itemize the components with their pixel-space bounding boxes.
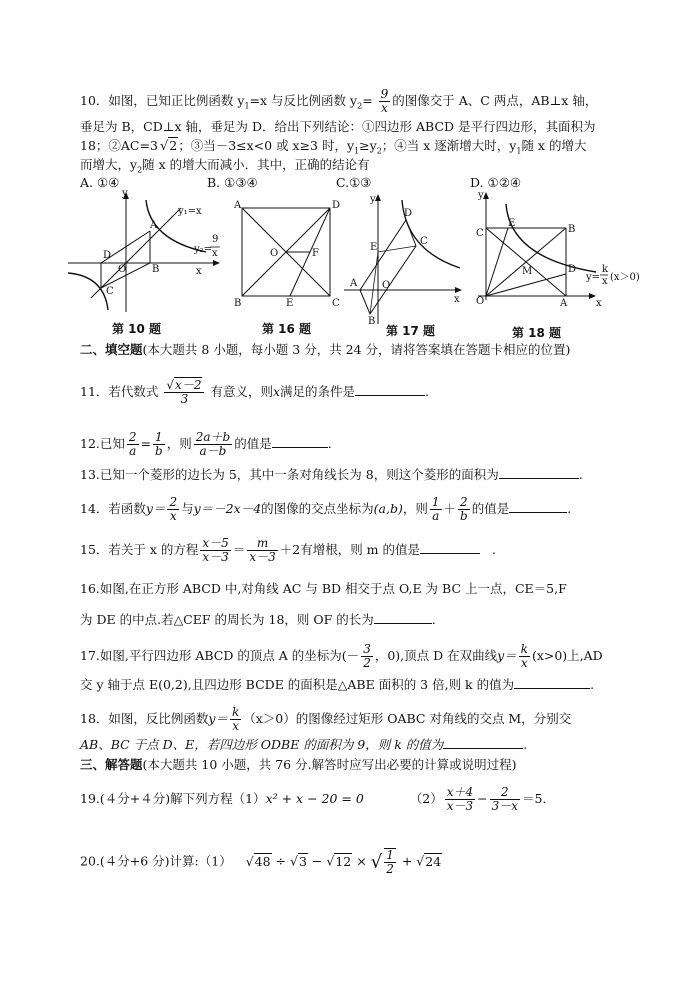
text: ，则 <box>166 436 192 451</box>
section-desc: (本大题共 8 小题，每小题 3 分，共 24 分，请将答案填在答题卡相应的位置) <box>142 342 571 357</box>
text: . <box>327 436 332 451</box>
den: 2 <box>363 656 371 670</box>
label-y: y <box>122 190 128 199</box>
q10-text: 随 x 的增大而减小．其中，正确的结论有 <box>142 157 370 172</box>
text: AB、BC 于点 D、E，若四边形 ODBE 的面积为 9，则 k 的值为 <box>80 737 444 752</box>
label-y2: y₂= <box>194 244 213 255</box>
text: 17.如图,平行四边形 ABCD 的顶点 A 的坐标为(－ <box>80 648 360 663</box>
figure-18 <box>470 188 650 318</box>
op: × <box>356 853 367 869</box>
var: x <box>272 384 281 399</box>
text: 13.已知一个菱形的边长为 5，其中一条对角线长为 8，则这个菱形的面积为 <box>80 467 499 482</box>
section-desc: (本大题共 10 小题，共 76 分.解答时应写出必要的计算或说明过程) <box>142 757 517 772</box>
caption-17: 第 17 题 <box>386 324 436 338</box>
num: 1 <box>431 495 440 509</box>
section-3-header <box>80 757 516 773</box>
radicand: 3 <box>298 853 307 869</box>
q10-text: 随 x 的增大 <box>521 138 587 153</box>
answer-blank[interactable] <box>514 676 590 689</box>
answer-blank[interactable] <box>509 500 567 513</box>
num: k <box>231 705 240 719</box>
y-arrow <box>483 192 489 199</box>
num: m <box>247 537 277 551</box>
label-a: A <box>150 220 158 231</box>
label-d: D <box>404 208 413 219</box>
point: (a,b) <box>373 501 403 516</box>
text: ＝5． <box>522 791 555 806</box>
q19 <box>80 786 555 813</box>
label-b: B <box>152 264 160 275</box>
text: 交 y 轴于点 E(0,2),且四边形 BCDE 的面积是△ABE 面积的 3 倍,则 k 的值为 <box>80 677 515 692</box>
fraction <box>430 496 442 523</box>
y-arrow <box>375 194 381 201</box>
num: x＋4 <box>446 785 474 799</box>
q17-line2 <box>80 676 594 693</box>
text: ＝ <box>232 542 246 557</box>
text: (x>0)上,AD <box>531 648 603 663</box>
label-d: D <box>103 250 112 261</box>
caption-16: 第 16 题 <box>262 322 312 336</box>
fraction <box>458 496 470 523</box>
text: （2） <box>409 791 443 806</box>
den: b <box>155 444 163 458</box>
den: x－3 <box>202 550 229 564</box>
sqrt: √2 <box>159 138 178 154</box>
expr: y＝－2x－4 <box>193 501 262 516</box>
label-o: O <box>270 248 279 259</box>
q12 <box>80 431 332 458</box>
text: . <box>492 542 496 557</box>
segment-od <box>486 274 566 296</box>
label-c: C <box>476 228 484 239</box>
q10-line2 <box>80 119 596 135</box>
num: 2 <box>458 496 470 510</box>
q15 <box>80 537 496 564</box>
sqrt: √ $\frac{1}{2}$ <box>370 848 394 876</box>
den: x－3 <box>446 799 474 813</box>
section-title: 三、解答题 <box>80 757 143 772</box>
fraction <box>164 379 204 406</box>
den: 2 <box>386 862 394 876</box>
fraction <box>445 786 475 813</box>
num: x－5 <box>202 536 229 550</box>
q10-option-b: B. ①③④ <box>207 175 258 190</box>
fraction <box>230 706 241 733</box>
label-e: E <box>286 298 294 308</box>
op: ÷ <box>275 853 287 869</box>
fraction <box>127 431 139 458</box>
q16-line1 <box>80 581 567 597</box>
figure-17 <box>340 190 470 326</box>
num: √x－2 <box>164 379 204 393</box>
equation-1: x² + x − 20 = 0 <box>265 791 364 806</box>
x-arrow <box>213 260 220 266</box>
text: . <box>425 384 430 399</box>
sub: 2 <box>137 165 143 175</box>
fraction <box>194 431 232 458</box>
label-y2-den: x <box>212 248 218 259</box>
text: （x＞0）的图像经过矩形 OABC 对角线的交点 M，分别交 <box>243 711 572 726</box>
answer-blank[interactable] <box>272 435 328 448</box>
text: 的值是 <box>471 501 510 516</box>
num: 2a＋b <box>195 430 231 444</box>
q10-text: ；③当－3≤x<0 或 x≥3 时，y <box>178 138 355 153</box>
den: a <box>129 444 137 458</box>
label-o: O <box>118 264 127 275</box>
hyperbola <box>506 204 596 272</box>
q18-line1 <box>80 706 571 733</box>
q14 <box>80 496 571 523</box>
den: x <box>169 509 177 523</box>
label-m: M <box>522 266 533 277</box>
text: 满足的条件是 <box>280 384 356 399</box>
label-a: A <box>350 278 358 289</box>
fraction <box>167 496 179 523</box>
q10-option-c: C.①③ <box>336 175 372 190</box>
x-arrow <box>455 287 462 293</box>
q10-text: 垂足为 B，CD⊥x 轴，垂足为 D．给出下列结论：①四边形 ABCD 是平行四边形，其面积为 <box>80 119 596 134</box>
label-a: A <box>234 200 242 211</box>
expr: y＝ <box>208 711 228 726</box>
num: 1 <box>386 848 394 862</box>
label-c: C <box>106 286 114 297</box>
q10-text: ≥y <box>359 138 377 153</box>
answer-blank[interactable] <box>355 383 425 396</box>
q10-option-d: D. ①②④ <box>470 175 522 190</box>
sub: 2 <box>376 146 382 156</box>
segment-ec <box>378 246 416 252</box>
text: ，则 <box>402 501 428 516</box>
label-b: B <box>234 298 242 308</box>
text: . <box>590 677 595 692</box>
q10-line1 <box>80 88 597 115</box>
fraction <box>361 643 373 670</box>
label-d: D <box>332 200 341 211</box>
num: 1 <box>153 431 165 445</box>
num: 9 <box>380 87 389 101</box>
label-o: O <box>476 296 485 307</box>
num: 2 <box>128 430 137 444</box>
label-y2-num: 9 <box>212 234 219 245</box>
q10-option-a: A. ①④ <box>80 175 120 190</box>
section-2-header <box>80 342 570 358</box>
text: 的图像的交点坐标为 <box>261 501 374 516</box>
text: 为 DE 的中点.若△CEF 的周长为 18，则 OF 的长为 <box>80 612 374 627</box>
sqrt: √3 <box>290 853 307 869</box>
sub: 1 <box>354 146 360 156</box>
text: 18．如图，反比例函数 <box>80 711 209 726</box>
sub: 1 <box>516 146 522 156</box>
sub: 1 <box>244 101 250 111</box>
caption-18: 第 18 题 <box>512 326 562 340</box>
text: 14．若函数 <box>80 501 146 516</box>
label-y1: y₁=x <box>178 206 202 217</box>
q10-fraction <box>379 88 391 115</box>
caption-10: 第 10 题 <box>112 322 162 336</box>
fraction <box>200 537 230 564</box>
sqrt: √12 <box>326 853 352 869</box>
text: 15．若关于 x 的方程 <box>80 542 199 557</box>
label-func-den: x <box>602 276 608 287</box>
radicand: 48 <box>254 853 271 869</box>
text: ＋ <box>443 501 457 516</box>
parallelogram <box>360 220 416 314</box>
text: 20.(４分+6 分)计算:（1） <box>80 853 232 869</box>
label-y: y <box>478 190 484 201</box>
radicand: 2 <box>169 138 178 153</box>
q10-text: 10．如图，已知正比例函数 y <box>80 93 245 108</box>
label-x: x <box>454 294 460 305</box>
num: 2 <box>490 786 520 800</box>
section-title: 二、填空题 <box>80 342 143 357</box>
text: ，0),顶点 D 在双曲线 <box>374 648 498 663</box>
label-b: B <box>568 224 576 235</box>
hyperbola-branch-2 <box>68 273 108 310</box>
label-domain: (x＞0) <box>610 272 640 283</box>
label-c: C <box>420 236 428 247</box>
fraction <box>384 848 396 876</box>
label-func-num: k <box>602 264 609 275</box>
radicand: 12 <box>335 853 352 869</box>
op: − <box>311 853 323 869</box>
fraction <box>490 786 520 813</box>
text: − <box>477 791 488 806</box>
label-x: x <box>196 266 202 277</box>
q10-text: =x 与反比例函数 y <box>249 93 358 108</box>
segment-oe <box>486 228 508 296</box>
label-d: D <box>568 264 577 275</box>
figure-10 <box>66 190 226 320</box>
q13 <box>80 466 583 483</box>
sub: 2 <box>357 101 363 111</box>
text: . <box>431 612 436 627</box>
text: 19.(４分+４分)解下列方程（1） <box>80 791 266 806</box>
text: 与 <box>181 501 194 516</box>
q10-text: 而增大，y <box>80 157 138 172</box>
label-b: B <box>368 316 376 326</box>
den: x <box>520 656 528 670</box>
text: 11．若代数式 <box>80 384 159 399</box>
den: x <box>232 719 239 733</box>
den: 3 <box>180 392 189 406</box>
den: x－3 <box>249 550 276 564</box>
text: = <box>140 436 152 451</box>
op: + <box>401 853 413 869</box>
q20 <box>80 848 442 876</box>
num: k <box>520 642 528 656</box>
label-f: F <box>312 248 319 259</box>
text: 的值是 <box>234 436 272 451</box>
den: a <box>432 509 440 523</box>
fraction <box>153 431 165 458</box>
radicand: x－2 <box>175 378 202 392</box>
label-y: y <box>370 194 376 205</box>
expr: y＝ <box>497 648 517 663</box>
fraction <box>247 537 277 564</box>
den: b <box>460 509 468 523</box>
text: 16.如图,在正方形 ABCD 中,对角线 AC 与 BD 相交于点 O,E 为 BC 上一点，CE＝5,F <box>80 581 567 596</box>
answer-blank[interactable] <box>374 611 432 624</box>
text: 12.已知 <box>80 436 125 451</box>
label-a: A <box>560 298 568 309</box>
sqrt: √24 <box>416 853 442 869</box>
answer-blank[interactable] <box>499 466 579 479</box>
text: . <box>523 737 528 752</box>
den: a－b <box>199 444 227 458</box>
q10-text: ；④当 x 逐渐增大时，y <box>381 138 517 153</box>
label-c: C <box>332 298 340 308</box>
answer-blank[interactable] <box>443 736 523 749</box>
expr: y＝ <box>145 501 166 516</box>
fraction <box>519 643 530 670</box>
x-arrow <box>589 293 596 299</box>
figure-16 <box>232 196 344 308</box>
radicand: 24 <box>425 853 442 869</box>
q11 <box>80 379 429 406</box>
q18-line2 <box>80 736 527 753</box>
label-o: O <box>382 280 391 291</box>
answer-blank[interactable] <box>420 541 480 554</box>
den: x <box>381 101 388 115</box>
q10-text: 18；②AC=3 <box>80 138 158 153</box>
label-e: E <box>508 218 516 229</box>
q16-line2 <box>80 611 436 628</box>
sqrt: √48 <box>245 853 271 869</box>
label-e: E <box>370 242 378 253</box>
q10-text: = <box>362 93 373 108</box>
den: 3－x <box>491 799 519 813</box>
num: 2 <box>169 495 178 509</box>
text: ＋2 <box>279 542 301 557</box>
q17-line1 <box>80 643 603 670</box>
text: . <box>567 501 572 516</box>
text: . <box>578 467 583 482</box>
label-func: y= <box>586 272 601 283</box>
text: 有增根，则 m 的值是 <box>300 542 420 557</box>
label-x: x <box>596 298 602 309</box>
num: 3 <box>363 642 371 656</box>
q10-text: 的图像交于 A、C 两点，AB⊥x 轴， <box>392 93 598 108</box>
text: 有意义，则 <box>210 384 273 399</box>
